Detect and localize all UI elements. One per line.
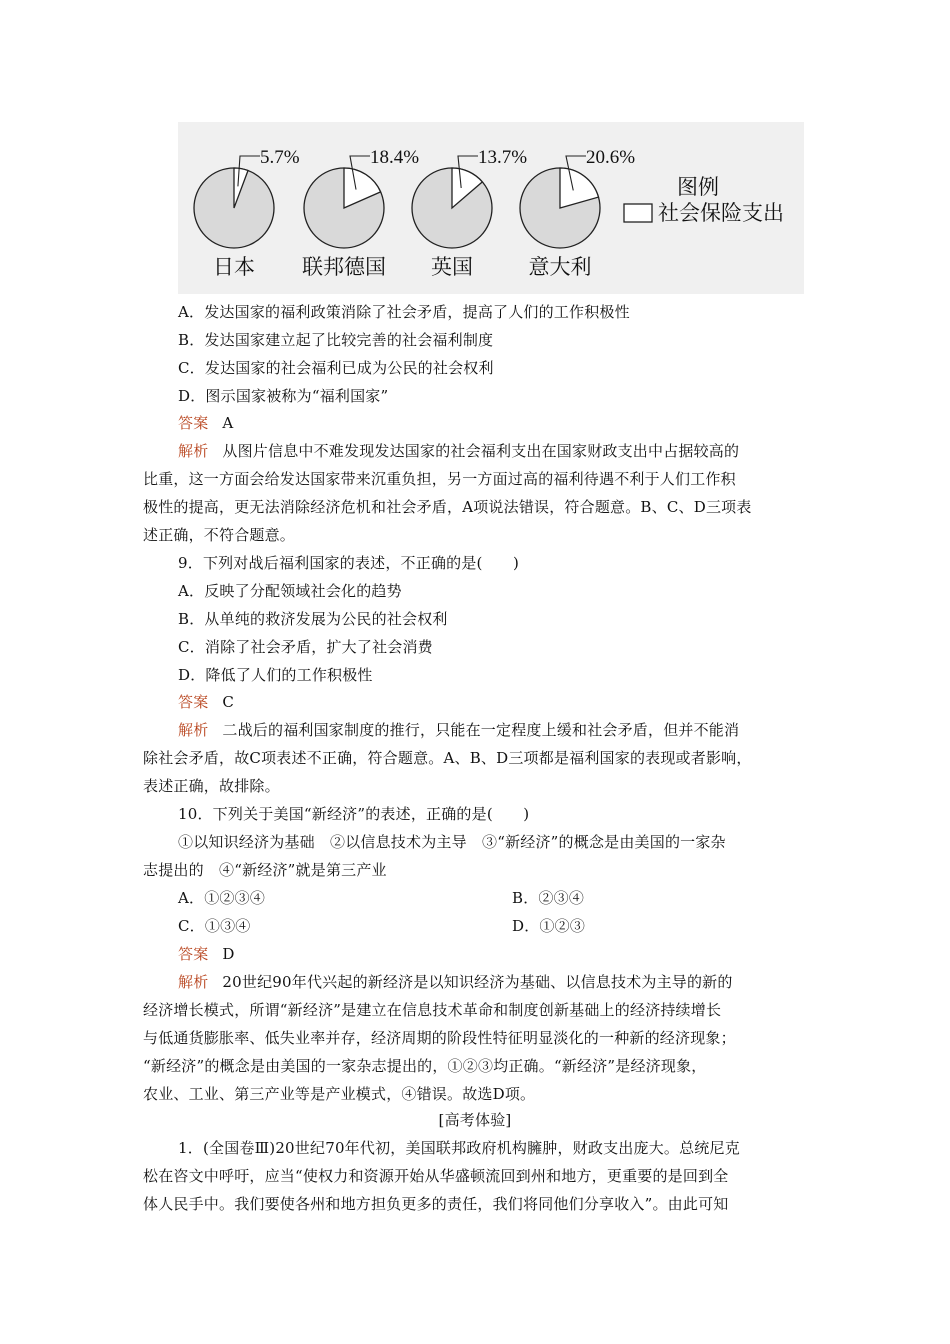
pie-value-label: 5.7% bbox=[260, 147, 300, 168]
q10-items-line-2: 志提出的 ④“新经济”就是第三产业 bbox=[143, 861, 387, 879]
q9-stem: 9．下列对战后福利国家的表述，不正确的是( ) bbox=[178, 554, 520, 572]
q9-analysis-line-2: 除社会矛盾，故C项表述不正确，符合题意。A、B、D三项都是福利国家的表现或者影响， bbox=[143, 749, 752, 767]
pie-category-label: 日本 bbox=[213, 255, 255, 279]
q10-analysis-line-5: 农业、工业、第三产业等是产业模式，④错误。故选D项。 bbox=[143, 1085, 536, 1103]
q8-answer bbox=[178, 413, 233, 433]
answer-value: C bbox=[222, 693, 235, 711]
q10-option-b: B．②③④ bbox=[512, 889, 585, 907]
q9-answer bbox=[178, 692, 234, 712]
q9-analysis-line-3: 表述正确，故排除。 bbox=[143, 777, 280, 795]
q10-option-c: C．①③④ bbox=[178, 917, 251, 935]
pie-charts bbox=[178, 122, 804, 294]
analysis-tag: 解析 bbox=[178, 721, 209, 739]
q9-analysis-line-1 bbox=[178, 720, 739, 740]
q10-stem: 10．下列关于美国“新经济”的表述，正确的是( ) bbox=[178, 805, 530, 823]
q10-analysis-line-1 bbox=[178, 972, 733, 992]
legend-entry: 社会保险支出 bbox=[658, 201, 784, 225]
answer-tag: 答案 bbox=[178, 945, 209, 963]
q8-analysis-line-2: 比重，这一方面会给发达国家带来沉重负担，另一方面过高的福利待遇不利于人们工作积 bbox=[143, 470, 736, 488]
q10-option-d: D．①②③ bbox=[512, 917, 586, 935]
q8-analysis-line-1 bbox=[178, 441, 739, 461]
q1-line-3: 体人民手中。我们要使各州和地方担负更多的责任，我们将同他们分享收入”。由此可知 bbox=[143, 1195, 729, 1213]
q10-analysis-line-2: 经济增长模式，所谓“新经济”是建立在信息技术革命和制度创新基础上的经济持续增长 bbox=[143, 1001, 722, 1019]
q8-option-c: C．发达国家的社会福利已成为公民的社会权利 bbox=[178, 359, 494, 377]
legend-title: 图例 bbox=[677, 175, 719, 199]
analysis-text: 二战后的福利国家制度的推行，只能在一定程度上缓和社会矛盾，但并不能消 bbox=[222, 721, 740, 739]
legend-swatch bbox=[624, 204, 652, 222]
pie-4 bbox=[520, 147, 635, 279]
q9-option-d: D．降低了人们的工作积极性 bbox=[178, 666, 373, 684]
q1-line-1: 1．(全国卷Ⅲ)20世纪70年代初，美国联邦政府机构臃肿，财政支出庞大。总统尼克 bbox=[178, 1139, 740, 1157]
section-title: [高考体验] bbox=[438, 1111, 512, 1129]
legend bbox=[624, 175, 784, 225]
pie-3 bbox=[412, 147, 527, 279]
pie-2 bbox=[302, 147, 419, 279]
pie-category-label: 意大利 bbox=[528, 255, 592, 279]
q9-option-a: A．反映了分配领域社会化的趋势 bbox=[178, 582, 402, 600]
pie-category-label: 英国 bbox=[431, 255, 473, 279]
analysis-tag: 解析 bbox=[178, 442, 209, 460]
q8-analysis-line-3: 极性的提高，更无法消除经济危机和社会矛盾，A项说法错误，符合题意。B、C、D三项表 bbox=[143, 498, 752, 516]
pie-category-label: 联邦德国 bbox=[302, 255, 386, 279]
analysis-text: 20世纪90年代兴起的新经济是以知识经济为基础、以信息技术为主导的新的 bbox=[222, 973, 733, 991]
q8-option-a: A．发达国家的福利政策消除了社会矛盾，提高了人们的工作积极性 bbox=[178, 303, 630, 321]
q9-option-b: B．从单纯的救济发展为公民的社会权利 bbox=[178, 610, 448, 628]
q8-analysis-line-4: 述正确，不符合题意。 bbox=[143, 526, 296, 544]
q10-option-a: A．①②③④ bbox=[178, 889, 266, 907]
q8-option-b: B．发达国家建立起了比较完善的社会福利制度 bbox=[178, 331, 494, 349]
answer-tag: 答案 bbox=[178, 693, 209, 711]
answer-tag: 答案 bbox=[178, 414, 209, 432]
pie-value-label: 13.7% bbox=[478, 147, 528, 168]
q10-items-line-1: ①以知识经济为基础 ②以信息技术为主导 ③“新经济”的概念是由美国的一家杂 bbox=[178, 833, 726, 851]
answer-value: D bbox=[222, 945, 235, 963]
q10-analysis-line-4: “新经济”的概念是由美国的一家杂志提出的，①②③均正确。“新经济”是经济现象， bbox=[143, 1057, 707, 1075]
pie-1 bbox=[194, 147, 300, 279]
pie-value-label: 18.4% bbox=[370, 147, 420, 168]
pie-chart-figure bbox=[178, 122, 804, 294]
answer-value: A bbox=[222, 414, 234, 432]
analysis-tag: 解析 bbox=[178, 973, 209, 991]
pie-value-label: 20.6% bbox=[586, 147, 636, 168]
q10-answer bbox=[178, 944, 235, 964]
analysis-text: 从图片信息中不难发现发达国家的社会福利支出在国家财政支出中占据较高的 bbox=[222, 442, 740, 460]
q1-line-2: 松在咨文中呼吁，应当“使权力和资源开始从华盛顿流回到州和地方，更重要的是回到全 bbox=[143, 1167, 729, 1185]
q10-analysis-line-3: 与低通货膨胀率、低失业率并存，经济周期的阶段性特征明显淡化的一种新的经济现象； bbox=[143, 1029, 736, 1047]
q9-option-c: C．消除了社会矛盾，扩大了社会消费 bbox=[178, 638, 433, 656]
q8-option-d: D．图示国家被称为“福利国家” bbox=[178, 387, 389, 405]
